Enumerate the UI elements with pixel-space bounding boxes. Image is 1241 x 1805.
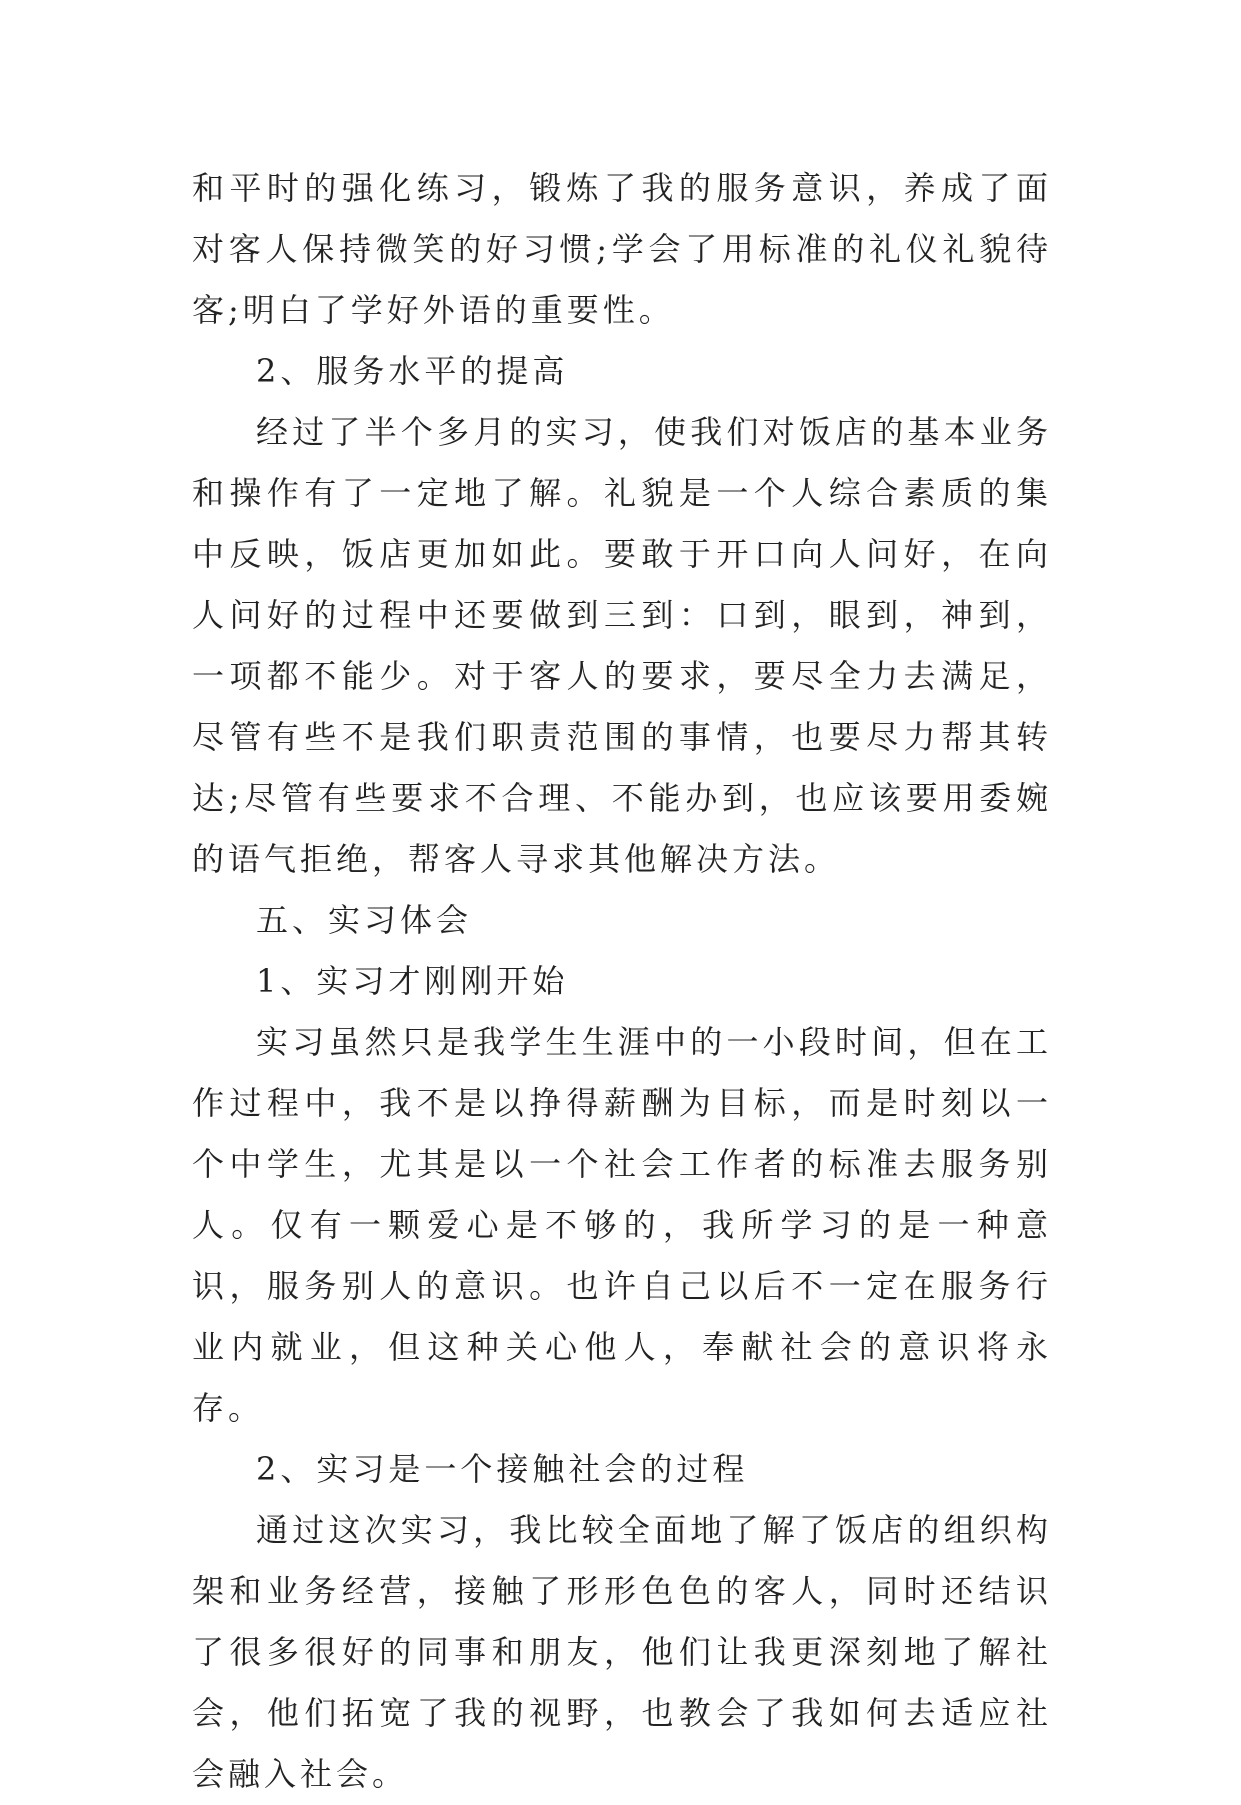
section-heading-internship-experience: 五、实习体会 [256,901,473,939]
document-body [192,158,1052,1805]
paragraph-contact-society: 通过这次实习，我比较全面地了解了饭店的组织构架和业务经营，接触了形形色色的客人，同时还结识了很多很好的同事和朋友，他们让我更深刻地了解社会，他们拓宽了我的视野，也教会了我如何去适应社会融入社会。 [192,1511,1052,1793]
subheading-service-level: 2、服务水平的提高 [256,352,569,390]
paragraph-continued: 和平时的强化练习，锻炼了我的服务意识，养成了面对客人保持微笑的好习惯;学会了用标准的礼仪礼貌待客;明白了学好外语的重要性。 [192,169,1052,329]
paragraph-service-level: 经过了半个多月的实习，使我们对饭店的基本业务和操作有了一定地了解。礼貌是一个人综合素质的集中反映，饭店更加如此。要敢于开口向人问好，在向人问好的过程中还要做到三到：口到，眼到，神到，一项都不能少。对于客人的要求，要尽全力去满足，尽管有些不是我们职责范围的事情，也要尽力帮其转达;尽管有些要求不合理、不能办到，也应该要用委婉的语气拒绝，帮客人寻求其他解决方法。 [192,413,1052,878]
subheading-contact-society: 2、实习是一个接触社会的过程 [256,1450,749,1488]
paragraph-internship-beginning: 实习虽然只是我学生生涯中的一小段时间，但在工作过程中，我不是以挣得薪酬为目标，而是时刻以一个中学生，尤其是以一个社会工作者的标准去服务别人。仅有一颗爱心是不够的，我所学习的是一种意识，服务别人的意识。也许自己以后不一定在服务行业内就业，但这种关心他人，奉献社会的意识将永存。 [192,1023,1052,1427]
subheading-internship-beginning: 1、实习才刚刚开始 [256,962,569,1000]
